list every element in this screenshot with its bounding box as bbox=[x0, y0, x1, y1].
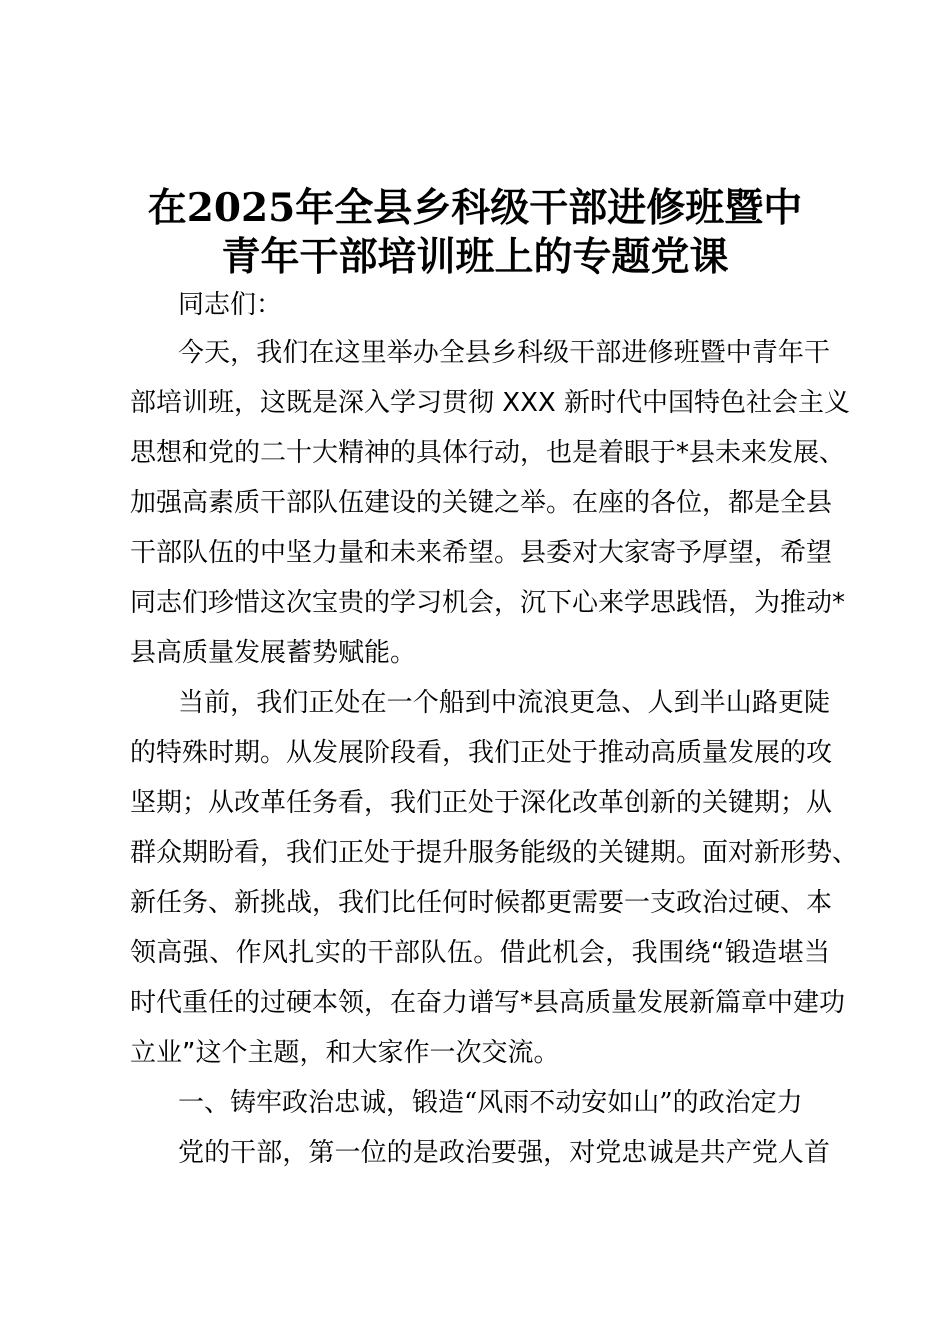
salutation: 同志们： bbox=[178, 290, 283, 320]
paragraph-2-line: 领高强、作风扎实的干部队伍。借此机会，我围绕“锻造堪当 bbox=[130, 938, 830, 968]
paragraph-2-line: 时代重任的过硬本领，在奋力谱写*县高质量发展新篇章中建功 bbox=[130, 988, 846, 1018]
paragraph-1-line: 部培训班，这既是深入学习贯彻 XXX 新时代中国特色社会主义 bbox=[130, 388, 850, 418]
document-title-line-2: 青年干部培训班上的专题党课 bbox=[221, 234, 729, 280]
paragraph-1-line: 思想和党的二十大精神的具体行动，也是着眼于*县未来发展、 bbox=[130, 438, 846, 468]
paragraph-2-line: 坚期；从改革任务看，我们正处于深化改革创新的关键期；从 bbox=[130, 788, 833, 818]
paragraph-1-line: 干部队伍的中坚力量和未来希望。县委对大家寄予厚望，希望 bbox=[130, 538, 833, 568]
paragraph-2-line: 群众期盼看，我们正处于提升服务能级的关键期。面对新形势、 bbox=[130, 838, 859, 868]
paragraph-1-line: 同志们珍惜这次宝贵的学习机会，沉下心来学思践悟，为推动* bbox=[130, 588, 846, 618]
section-heading-1: 一、铸牢政治忠诚，锻造“风雨不动安如山”的政治定力 bbox=[178, 1088, 803, 1118]
paragraph-2-line: 新任务、新挑战，我们比任何时候都更需要一支政治过硬、本 bbox=[130, 888, 833, 918]
paragraph-2-line: 当前，我们正处在一个船到中流浪更急、人到半山路更陡 bbox=[178, 688, 830, 718]
paragraph-1-line: 县高质量发展蓄势赋能。 bbox=[130, 638, 417, 668]
paragraph-3-line: 党的干部，第一位的是政治要强，对党忠诚是共产党人首 bbox=[178, 1138, 830, 1168]
paragraph-2-line: 立业”这个主题，和大家作一次交流。 bbox=[130, 1038, 560, 1068]
paragraph-1-line: 加强高素质干部队伍建设的关键之举。在座的各位，都是全县 bbox=[130, 488, 833, 518]
paragraph-2-line: 的特殊时期。从发展阶段看，我们正处于推动高质量发展的攻 bbox=[130, 738, 833, 768]
paragraph-1-line: 今天，我们在这里举办全县乡科级干部进修班暨中青年干 bbox=[178, 338, 830, 368]
document-title-line-1: 在2025年全县乡科级干部进修班暨中 bbox=[147, 185, 803, 231]
